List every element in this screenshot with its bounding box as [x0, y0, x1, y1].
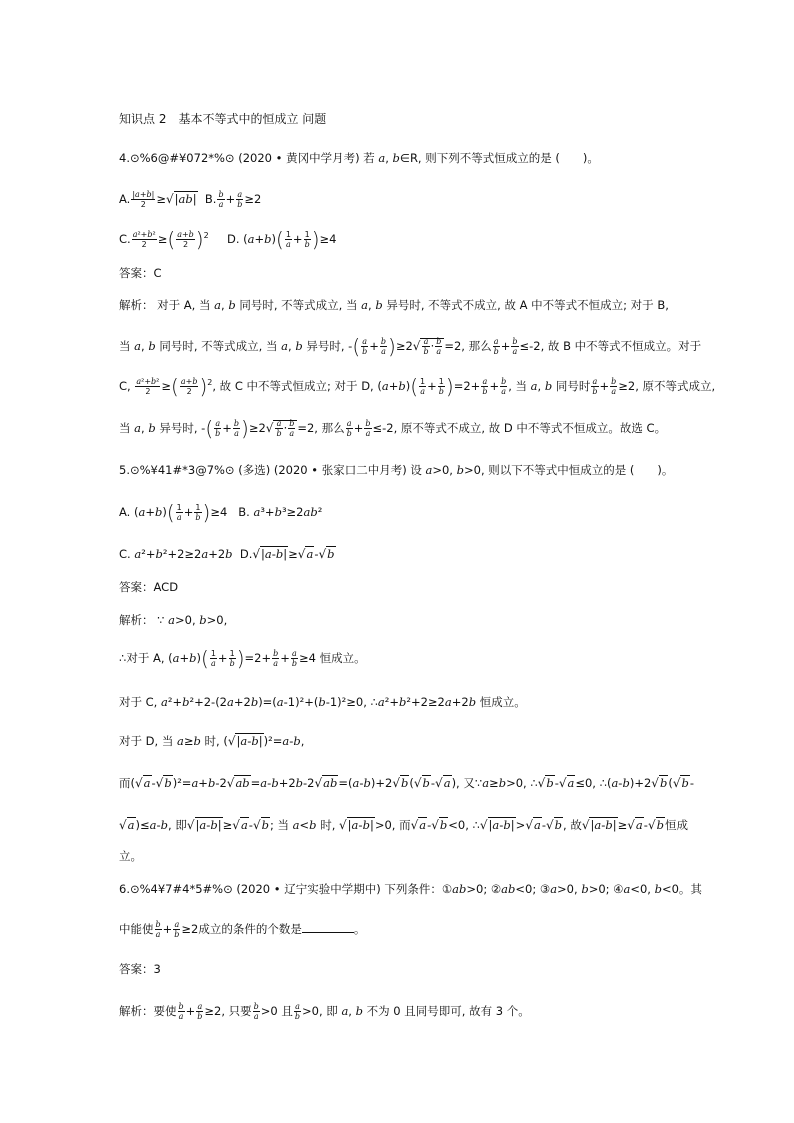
q5-analysis-line-3: 对于 C, a²+b²+2-(2a+2b)=(a-1)²+(b-1)²≥0, ∴a²+b²+2≥2a+2b 恒成立。	[119, 695, 526, 709]
question-6-answer: 答案：3	[119, 962, 161, 976]
q5-analysis-line-4: 对于 D, 当 a≥b 时, (√|a-b|)²=a-b,	[119, 734, 305, 748]
q5-analysis-line-1: 解析： ∵ a>0, b>0,	[119, 613, 228, 627]
q4-analysis-line-3: C, $\frac{\text{a²+b²}}{2}$ ≥( $\frac{a+b}{2}$ )$^2$, 故 C 中不等式恒成立; 对于 D, (a+b)( $\frac{1}{a}$ + $\frac{1}{b}$ )=2+ $\frac{a}{b}$ + $\frac{b}{a}$ , 当 a, b 同号时 $\frac{a}{b}$ + $\frac{b}{a}$ ≥2, 原不等式成立,	[119, 374, 716, 399]
question-4-suffix: 则下列不等式恒成立的是 ( )。	[421, 151, 599, 165]
question-6-prefix: 6.⊙%4¥7#4*5#%⊙ (2020 • 辽宁实验中学期中) 下列条件：①	[119, 882, 453, 896]
question-5-suffix: 则以下不等式中恒成立的是 ( )。	[484, 463, 674, 477]
question-4-prefix: 4.⊙%6@#¥072*%⊙ (2020 • 黄冈中学月考) 若	[119, 151, 379, 165]
question-6-line2-prefix: 中能使	[119, 922, 154, 936]
question-4-options-cd: C. $\frac{\text{a²+b²}}{2}$ ≥( $\frac{a+b}{2}$ )$^2$ D. (a+b)( $\frac{1}{a}$ + $\frac{1}{b}$ )≥4	[119, 227, 337, 252]
section-title: 知识点 2 基本不等式中的恒成立 问题	[119, 112, 327, 126]
q4-analysis-line-1: 解析： 对于 A, 当 a, b 同号时, 不等式成立, 当 a, b 异号时, 不等式不成立, 故 A 中不等式不恒成立; 对于 B,	[119, 298, 669, 312]
question-5-prefix: 5.⊙%¥41#*3@7%⊙ (多选) (2020 • 张家口二中月考) 设	[119, 463, 426, 477]
question-6-line-2: 中能使 $\frac{b}{a}$ + $\frac{a}{b}$ ≥2成立的条件的个数是 。	[119, 920, 366, 939]
question-4-options-ab: A. $\frac{|a+b|}{2}$ ≥√|ab| B. $\frac{b}{a}$ + $\frac{a}{b}$ ≥2	[119, 190, 262, 209]
q5-analysis-line-2: ∴对于 A, (a+b)( $\frac{1}{a}$ + $\frac{1}{b}$ )=2+ $\frac{b}{a}$ + $\frac{a}{b}$ ≥4 恒成立。	[119, 646, 366, 671]
q5-analysis-line-5: 而(√a-√b)²=a+b-2√ab=a-b+2b-2√ab=(a-b)+2√b(√b-√a), 又∵a≥b>0, ∴√b-√a≤0, ∴(a-b)+2√b(√b-	[119, 776, 694, 790]
q6-analysis: 解析：要使 $\frac{b}{a}$ + $\frac{a}{b}$ ≥2, 只要 $\frac{b}{a}$ >0 且 $\frac{a}{b}$ >0, 即 a, b 不为 0 且同号即可, 故有 3 个。	[119, 1002, 530, 1021]
question-5-options-cd: C. a²+b²+2≥2a+2b D.√|a-b|≥√a-√b	[119, 547, 335, 561]
q4-analysis-line-2: 当 a, b 同号时, 不等式成立, 当 a, b 异号时, -( $\frac{a}{b}$ + $\frac{b}{a}$ )≥2√ $\frac{a}{b}$ · $\frac{b}{a}$ =2, 那么 $\frac{a}{b}$ + $\frac{b}{a}$ ≤-2, 故 B 中不等式不恒成立。对于	[119, 334, 702, 359]
question-6-stem: 6.⊙%4¥7#4*5#%⊙ (2020 • 辽宁实验中学期中) 下列条件：①ab>0; ②ab<0; ③a>0, b>0; ④a<0, b<0。其	[119, 882, 702, 896]
question-5-stem: 5.⊙%¥41#*3@7%⊙ (多选) (2020 • 张家口二中月考) 设 a>0, b>0, 则以下不等式中恒成立的是 ( )。	[119, 463, 674, 477]
question-5-answer: 答案：ACD	[119, 580, 179, 594]
question-4-stem: 4.⊙%6@#¥072*%⊙ (2020 • 黄冈中学月考) 若 a, b∈R, 则下列不等式恒成立的是 ( )。	[119, 151, 599, 165]
q5-analysis-line-7: 立。	[119, 849, 142, 863]
question-6-line2-suffix: 成立的条件的个数是	[198, 922, 302, 936]
answer-blank[interactable]	[302, 920, 354, 933]
q5-analysis-line-6: √a)≤a-b, 即√|a-b|≥√a-√b; 当 a<b 时, √|a-b|>0, 而√a-√b<0, ∴√|a-b|>√a-√b, 故√|a-b|≥√a-√b恒成	[119, 818, 688, 832]
q4-analysis-line-4: 当 a, b 异号时, -( $\frac{a}{b}$ + $\frac{b}{a}$ )≥2√ $\frac{a}{b}$ · $\frac{b}{a}$ =2, 那么 $\frac{a}{b}$ + $\frac{b}{a}$ ≤-2, 原不等式不成立, 故 D 中不等式不恒成立。故选 C。	[119, 416, 667, 441]
question-5-options-ab: A. (a+b)( $\frac{1}{a}$ + $\frac{1}{b}$ )≥4 B. a³+b³≥2ab²	[119, 500, 323, 525]
question-4-answer: 答案：C	[119, 266, 162, 280]
